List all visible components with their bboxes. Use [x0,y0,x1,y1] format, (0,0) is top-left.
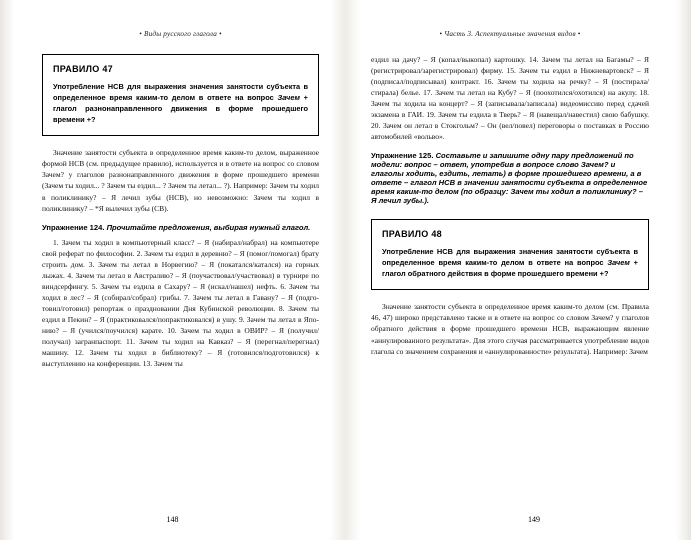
exercise-125-heading [371,151,649,205]
rule-text-47 [53,81,308,125]
rule-box-48 [371,219,649,290]
exercise-125-instruction: Составьте и запишите одну пару предложений по модели: вопрос – ответ, употребив в вопросе слово Зачем? и глаголы ходить, ездить, летать) в форме прошедшего времени, а в ответе – глагол НСВ в значении занятости субъекта в определенное время каким-то делом (по образцу: Зачем ты ходил в поликлинику? – Я лечил зубы.). [371,151,648,206]
left-page [0,0,345,540]
rule-48-part-3: + глагол обратного действия в форме прошедшего времени +? [382,258,638,279]
rule-text-part-3: + глагол разнонаправленного движения в форме прошедшего времени +? [53,93,308,125]
exercise-124-heading [42,223,319,232]
rule-text-part-2: Зачем [277,93,300,103]
running-head-left: • Виды русского глагола • [139,30,222,38]
running-head-right: • Часть 3. Аспектуальные значения видов • [439,30,581,38]
folio-right: 149 [528,515,540,524]
rule-title-47: ПРАВИЛО 47 [53,64,113,74]
left-body-paragraph: Значение занятости субъекта в определенное время каким-то делом, выраженное формой НСВ (см. предыдущее правило), используется и в ответе на вопрос со словом Зачем? у глаголов разнонаправленного движения в форме прошедшего времени (Зачем ты ходил... ? Зачем ты ездил... ? Зачем ты летал... ?). Например: Зачем ты ходил в поликлинику? – Я лечил зубы (НСВ), но невозможно: Зачем ты ходил в поликлинику? – *Я вылечил зубы (СВ). [42,148,319,213]
rule-48-part-1: Употребление НСВ для выражения значения занятости субъекта в определенное время каким-то делом в ответе на вопрос [382,247,638,268]
right-continuation-paragraph: ездил на дачу? – Я (копал/выкопал) картошку. 14. Зачем ты летал на Багамы? – Я (регистрировал/зарегистрировал) фирму. 15. Зачем ты ездил в Нижневартовск? – Я (подписал/подписывал) контракт. 16. Зачем ты ходила на речку? – Я (постирала/стирала) белье. 17. Зачем ты летал на Кубу? – Я (поохотился/охотился) на акулу. 18. Зачем ты ходила на концерт? – Я (записывала/записала) видеомиссию перед сдачей экзамена в ГАИ. 19. Зачем ты ездила в Тверь? – Я (навещал/навестил) свою бабушку. 20. Зачем он летал в Стокгольм? – Он (вел/повел) переговоры о поставках в Россию автомобилей «вольво». [371,55,649,142]
rule-title-48: ПРАВИЛО 48 [382,229,442,240]
exercise-124-text: 1. Зачем ты ходил в компьютерный класс? – Я (набирал/набрал) на компьютере свой реферат по философии. 2. Зачем ты ездил в деревню? – Я (помог/помогал) брату строить дом. 3. Зачем ты летал в Норвегию? – Я (покатался/катался) на горных лыжах. 4. Зачем ты летал в Австралию? – Я (поучаствовал/участвовал) в турнире по виндсерфингу. 5. Зачем ты ездила в Сахару? – Я (искал/нашел) нефть. 6. Зачем ты ходил в лес? – Я (собирал/собрал) грибы. 7. Зачем ты летал в Гавану? – Я (подготовил/готовил) репортаж о праздновании Дня Кубинской революции. 8. Зачем ты ездил в Пекин? – Я (практиковался/попрактиковался) в ушу. 9. Зачем ты летал в Японию? – Я (учился/поучился) карате. 10. Зачем ты ходил в ОВИР? – Я (получил/получал) загранпаспорт. 11. Зачем ты ходил на Кавказ? – Я (перегнал/перегнал) машину. 12. Зачем ты ходил в библиотеку? – Я (готовился/подготовился) к выступлению на конференции. 13. Зачем ты [42,237,319,368]
rule-text-48 [382,246,638,279]
rule-box-47 [42,54,319,136]
exercise-124-instruction: Прочитайте предложения, выбирая нужный глагол. [106,222,311,232]
right-body-paragraph: Значение занятости субъекта в определенное время каким-то делом (см. Правила 46, 47) широко представлено также и в ответе на вопрос со словом Зачем? у глаголов обратного действия в форме прошедшего времени НСВ, выражающим явление «аннулированного результата». Для этого случая рассматривается употребление видов глагола со значением сохранения и «аннулированности» результата). Например: Зачем [371,302,649,356]
rule-text-part-1: Употребление НСВ для выражения значения занятости субъекта в определенное время каким-то делом в ответе на вопрос [53,82,308,103]
exercise-125-number: Упражнение 125. [371,151,434,161]
rule-48-part-2: Зачем [607,258,630,268]
folio-left: 148 [166,515,179,524]
right-page [345,0,691,540]
exercise-124-number: Упражнение 124. [42,222,105,232]
